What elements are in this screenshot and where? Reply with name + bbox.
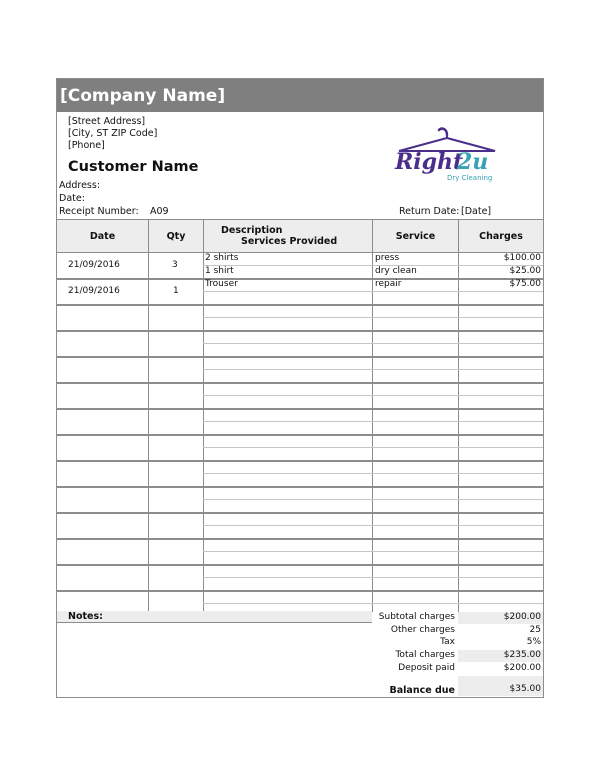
row-date: 21/09/2016 bbox=[68, 286, 120, 296]
logo-tagline: Dry Cleaning bbox=[447, 174, 493, 182]
deposit-paid-value: $200.00 bbox=[503, 663, 541, 673]
total-charges-label: Total charges bbox=[395, 650, 455, 660]
row-date: 21/09/2016 bbox=[68, 260, 120, 270]
deposit-paid-label: Deposit paid bbox=[398, 663, 455, 673]
phone: [Phone] bbox=[68, 140, 105, 151]
other-charges-value: 25 bbox=[529, 625, 541, 635]
subtotal-label: Subtotal charges bbox=[378, 612, 455, 622]
col-header-date: Date bbox=[89, 230, 116, 242]
address-label: Address: bbox=[59, 180, 101, 191]
line-service: repair bbox=[375, 279, 402, 289]
city-state-zip: [City, ST ZIP Code] bbox=[68, 128, 158, 139]
logo-brand-main: Right bbox=[395, 149, 464, 175]
hanger-icon bbox=[399, 129, 495, 151]
line-charge: $75.00 bbox=[509, 279, 541, 289]
line-service: press bbox=[375, 253, 400, 263]
row-qty: 1 bbox=[173, 286, 179, 296]
date-label: Date: bbox=[59, 193, 85, 204]
balance-due-value: $35.00 bbox=[458, 676, 543, 696]
receipt-number: A09 bbox=[150, 206, 169, 217]
line-description: Trouser bbox=[205, 279, 238, 289]
row-qty: 3 bbox=[172, 260, 178, 270]
street-address: [Street Address] bbox=[68, 116, 146, 127]
return-date: [Date] bbox=[461, 206, 492, 217]
total-charges-value: $235.00 bbox=[458, 650, 543, 662]
balance-due-label: Balance due bbox=[389, 685, 455, 696]
logo-brand-accent: 2u bbox=[457, 149, 489, 175]
tax-label: Tax bbox=[440, 637, 455, 647]
line-charge: $100.00 bbox=[503, 253, 541, 263]
receipt-sheet bbox=[56, 78, 544, 698]
line-charge: $25.00 bbox=[509, 266, 541, 276]
col-header-qty: Qty bbox=[166, 230, 186, 242]
receipt-number-label: Receipt Number: bbox=[59, 206, 139, 217]
col-header-description: Description Services Provided bbox=[221, 225, 338, 247]
other-charges-label: Other charges bbox=[390, 625, 455, 635]
line-service: dry clean bbox=[375, 266, 417, 276]
tax-value: 5% bbox=[526, 637, 541, 647]
customer-name: Customer Name bbox=[68, 159, 199, 175]
col-header-service: Service bbox=[395, 230, 436, 242]
subtotal-value: $200.00 bbox=[458, 612, 543, 624]
items-table bbox=[57, 219, 543, 611]
col-header-charges: Charges bbox=[479, 230, 523, 242]
return-date-label: Return Date: bbox=[399, 206, 460, 217]
company-name: [Company Name] bbox=[57, 79, 543, 112]
notes-label: Notes: bbox=[68, 611, 103, 622]
company-logo bbox=[387, 123, 507, 185]
line-description: 2 shirts bbox=[205, 253, 239, 263]
line-description: 1 shirt bbox=[205, 266, 234, 276]
